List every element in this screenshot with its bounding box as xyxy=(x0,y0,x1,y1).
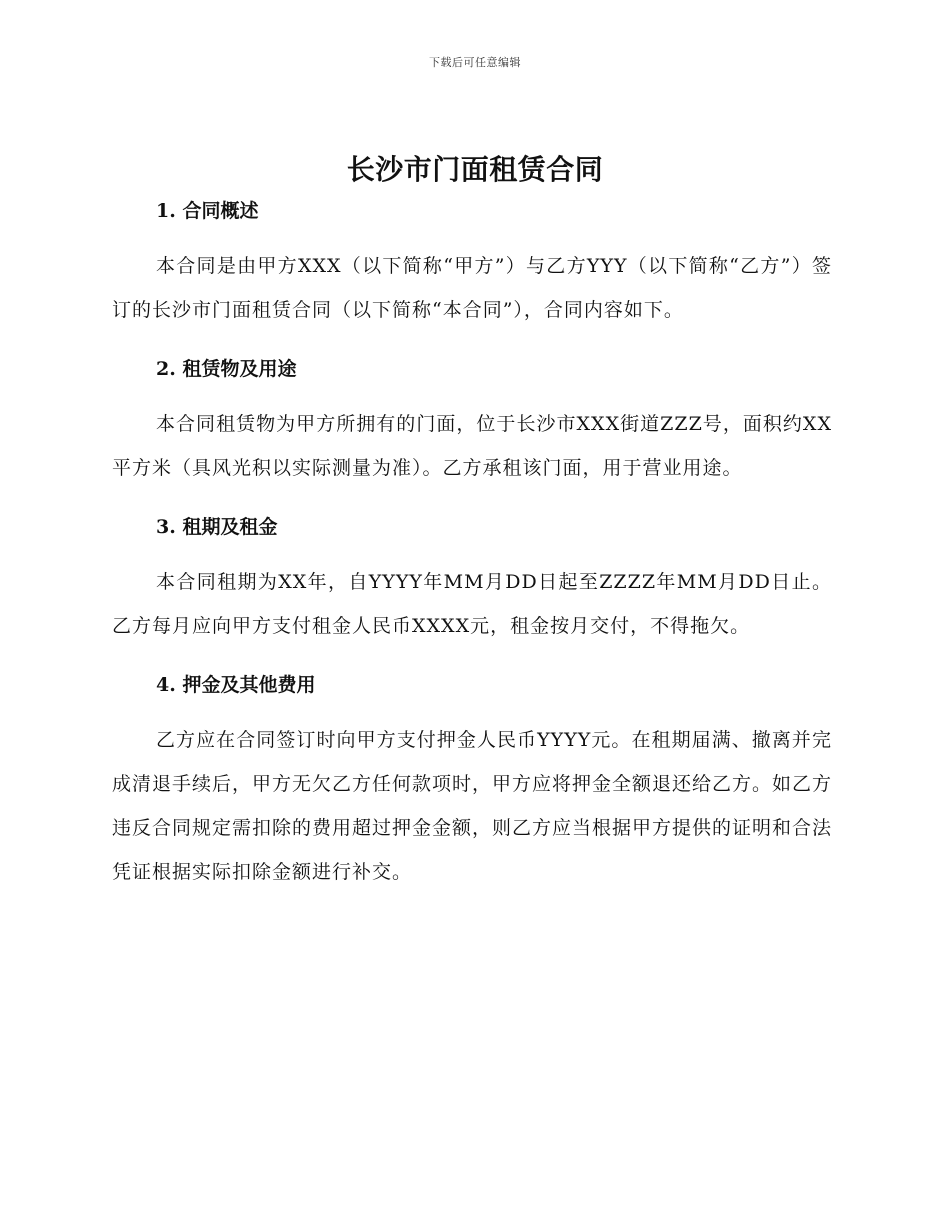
section-paragraph: 乙方应在合同签订时向甲方支付押金人民币YYYY元。在租期届满、撤离并完成清退手续后，甲方无欠乙方任何款项时，甲方应将押金全额退还给乙方。如乙方违反合同规定需扣除的费用超过押金金额，则乙方应当根据甲方提供的证明和合法凭证根据实际扣除金额进行补交。 xyxy=(112,729,833,883)
section-deposit-fees xyxy=(112,670,832,894)
document-body xyxy=(112,196,832,916)
section-paragraph: 本合同租赁物为甲方所拥有的门面，位于长沙市XXX街道ZZZ号，面积约XX平方米（具风光积以实际测量为准）。乙方承租该门面，用于营业用途。 xyxy=(112,413,832,479)
section-overview xyxy=(112,196,832,332)
section-lease-object xyxy=(112,354,832,490)
section-paragraph: 本合同租期为XX年，自YYYY年MM月DD日起至ZZZZ年MM月DD日止。乙方每月应向甲方支付租金人民币XXXX元，租金按月交付，不得拖欠。 xyxy=(112,571,832,637)
header-note: 下载后可任意编辑 xyxy=(429,56,521,69)
section-heading: 4. 押金及其他费用 xyxy=(156,674,316,696)
section-term-rent xyxy=(112,512,832,648)
section-heading: 2. 租赁物及用途 xyxy=(156,358,297,380)
document-title: 长沙市门面租赁合同 xyxy=(346,153,604,186)
section-heading: 3. 租期及租金 xyxy=(156,516,278,538)
section-heading: 1. 合同概述 xyxy=(156,200,259,222)
section-paragraph: 本合同是由甲方XXX（以下简称“甲方”）与乙方YYY（以下简称“乙方”）签订的长沙市门面租赁合同（以下简称“本合同”），合同内容如下。 xyxy=(112,255,832,321)
